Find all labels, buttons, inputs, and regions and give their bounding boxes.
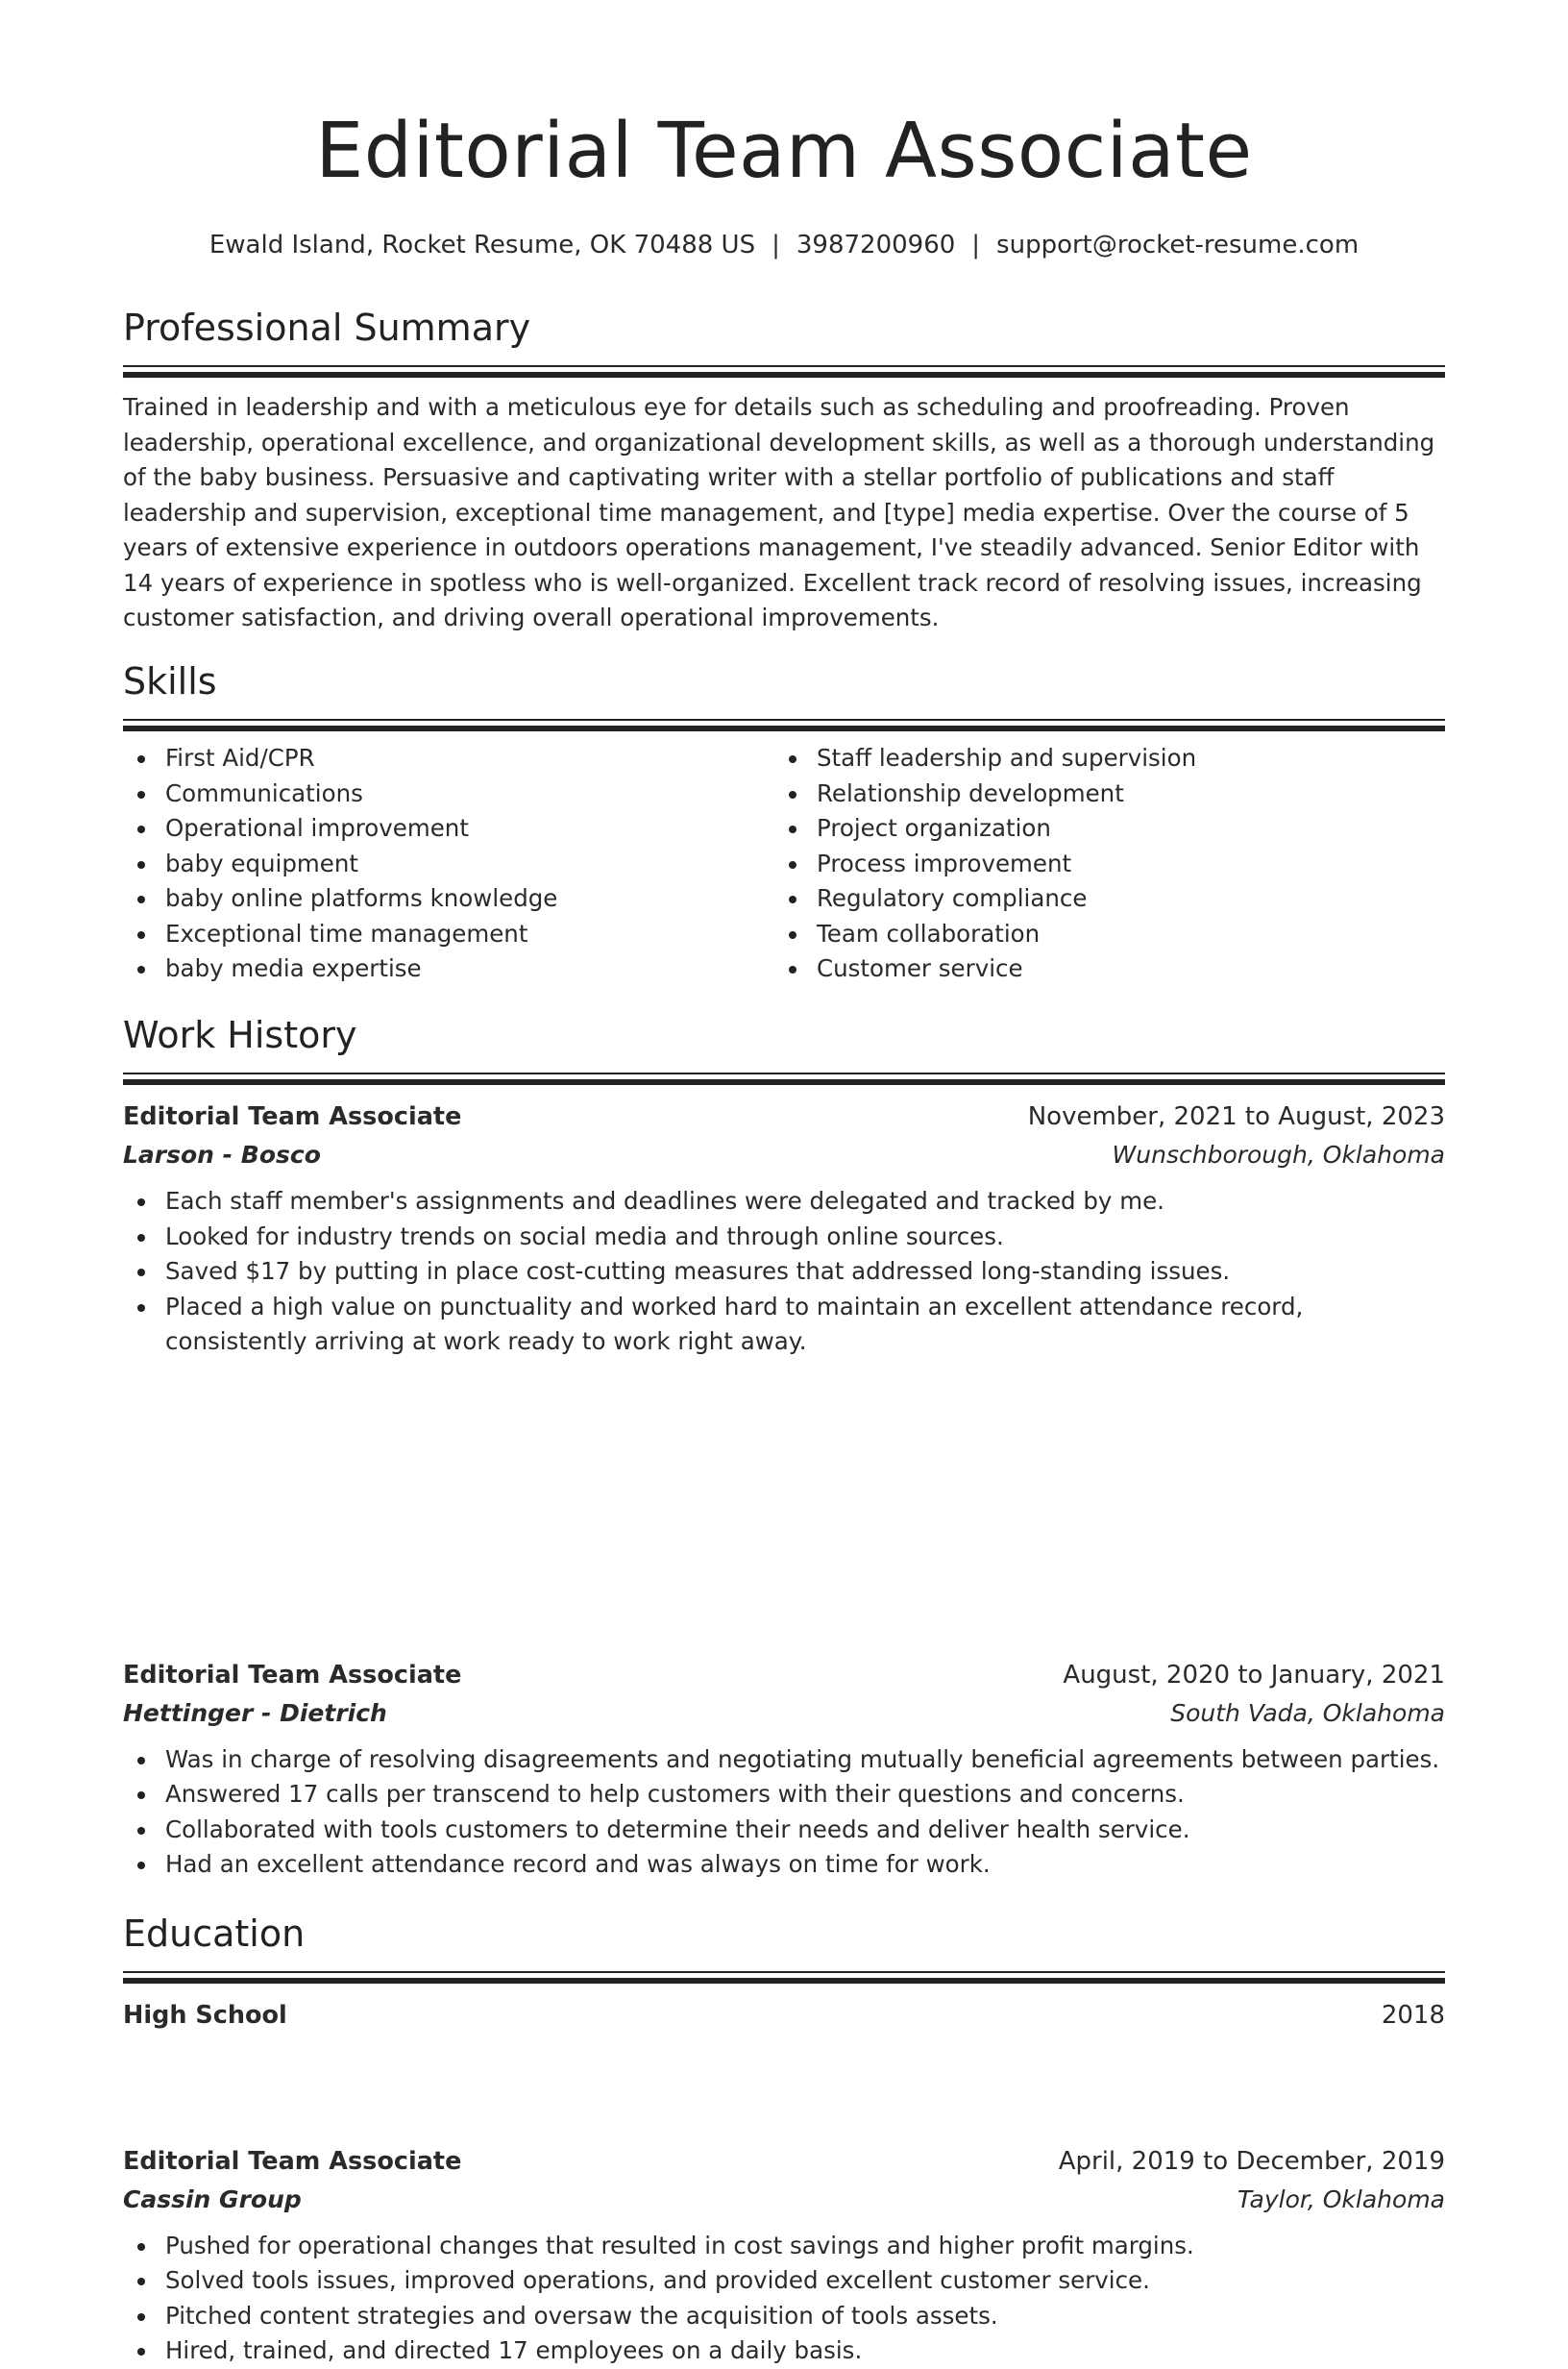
- job-bullet: Hired, trained, and directed 17 employees on a daily basis.: [123, 2333, 1445, 2369]
- job-company: Cassin Group: [123, 2184, 302, 2213]
- skills-list-right: [774, 741, 1426, 987]
- resume-title: Editorial Team Associate: [315, 107, 1253, 195]
- job-title: Editorial Team Associate: [123, 1660, 462, 1690]
- skill-item: Staff leadership and supervision: [774, 741, 1426, 777]
- skill-item: Process improvement: [774, 847, 1426, 882]
- job-bullet: Pitched content strategies and oversaw the acquisition of tools assets.: [123, 2299, 1445, 2334]
- job-bullet: Collaborated with tools customers to determine their needs and deliver health service.: [123, 1813, 1445, 1848]
- job-bullets: [123, 1742, 1445, 1883]
- job-entry: [123, 2142, 1445, 2369]
- job-bullets: [123, 1184, 1445, 1360]
- skills-list-left: [123, 741, 774, 987]
- skill-item: baby online platforms knowledge: [123, 881, 774, 917]
- job-entry: [123, 1098, 1445, 1360]
- job-location: Wunschborough, Oklahoma: [1112, 1141, 1445, 1169]
- job-title: Editorial Team Associate: [123, 1102, 462, 1131]
- education-school: High School: [123, 2001, 287, 2030]
- job-bullet: Answered 17 calls per transcend to help customers with their questions and concerns.: [123, 1777, 1445, 1813]
- skill-item: First Aid/CPR: [123, 741, 774, 777]
- job-bullet: Each staff member's assignments and deadlines were delegated and tracked by me.: [123, 1184, 1445, 1220]
- job-entry: [123, 1656, 1445, 1883]
- education-heading: Education: [123, 1912, 306, 1955]
- job-bullet: Looked for industry trends on social media and through online sources.: [123, 1220, 1445, 1255]
- section-divider: [123, 719, 1445, 734]
- summary-text: Trained in leadership and with a meticulous eye for details such as scheduling and proofreading. Proven leadership, operational excellence, and organizational development skills, as well as a thorough understanding of the baby business. Persuasive and captivating writer with a stellar portfolio of publications and staff leadership and supervision, exceptional time management, and [type] media expertise. Over the course of 5 years of extensive experience in outdoors operations management, I've steadily advanced. Senior Editor with 14 years of experience in spotless who is well-organized. Excellent track record of resolving issues, increasing customer satisfaction, and driving overall operational improvements.: [123, 393, 1435, 631]
- job-bullet: Pushed for operational changes that resulted in cost savings and higher profit margins.: [123, 2229, 1445, 2264]
- skill-item: Regulatory compliance: [774, 881, 1426, 917]
- job-bullet: Solved tools issues, improved operations, and provided excellent customer service.: [123, 2263, 1445, 2299]
- skill-item: Communications: [123, 777, 774, 812]
- skill-item: Operational improvement: [123, 811, 774, 847]
- skills-columns: [123, 741, 1445, 987]
- job-company: Larson - Bosco: [123, 1141, 321, 1169]
- skills-heading: Skills: [123, 660, 217, 703]
- skill-item: Customer service: [774, 951, 1426, 987]
- job-location: Taylor, Oklahoma: [1237, 2184, 1445, 2213]
- contact-separator: |: [971, 231, 981, 259]
- skill-item: Exceptional time management: [123, 917, 774, 952]
- skill-item: Team collaboration: [774, 917, 1426, 952]
- skill-item: Project organization: [774, 811, 1426, 847]
- job-bullet: Placed a high value on punctuality and worked hard to maintain an excellent attendance record, consistently arriving at work ready to work right away.: [123, 1290, 1445, 1360]
- skills-section: [123, 660, 1445, 987]
- summary-heading: Professional Summary: [123, 307, 531, 349]
- contact-phone: 3987200960: [796, 231, 956, 259]
- job-bullet: Saved $17 by putting in place cost-cutting measures that addressed long-standing issues.: [123, 1254, 1445, 1290]
- contact-separator: |: [772, 231, 780, 259]
- job-dates: August, 2020 to January, 2021: [1063, 1660, 1445, 1690]
- skill-item: Relationship development: [774, 777, 1426, 812]
- skill-item: baby media expertise: [123, 951, 774, 987]
- contact-line: [0, 233, 1568, 258]
- skill-item: baby equipment: [123, 847, 774, 882]
- job-title: Editorial Team Associate: [123, 2146, 462, 2176]
- summary-section: [123, 309, 1445, 636]
- work-section: [123, 1014, 1445, 1088]
- contact-address: Ewald Island, Rocket Resume, OK 70488 US: [208, 231, 756, 259]
- job-bullets: [123, 2229, 1445, 2369]
- job-bullet: Was in charge of resolving disagreements and negotiating mutually beneficial agreements between parties.: [123, 1742, 1445, 1778]
- job-dates: April, 2019 to December, 2019: [1058, 2146, 1445, 2176]
- section-divider: [123, 1073, 1445, 1088]
- section-divider: [123, 1971, 1445, 1987]
- job-company: Hettinger - Dietrich: [123, 1698, 387, 1727]
- job-location: South Vada, Oklahoma: [1170, 1698, 1445, 1727]
- job-bullet: Had an excellent attendance record and was always on time for work.: [123, 1847, 1445, 1883]
- contact-email: support@rocket-resume.com: [996, 231, 1360, 259]
- education-year: 2018: [1381, 2001, 1445, 2030]
- work-heading: Work History: [123, 1014, 357, 1056]
- section-divider: [123, 365, 1445, 381]
- education-section: [123, 1912, 1445, 2035]
- job-dates: November, 2021 to August, 2023: [1027, 1102, 1445, 1131]
